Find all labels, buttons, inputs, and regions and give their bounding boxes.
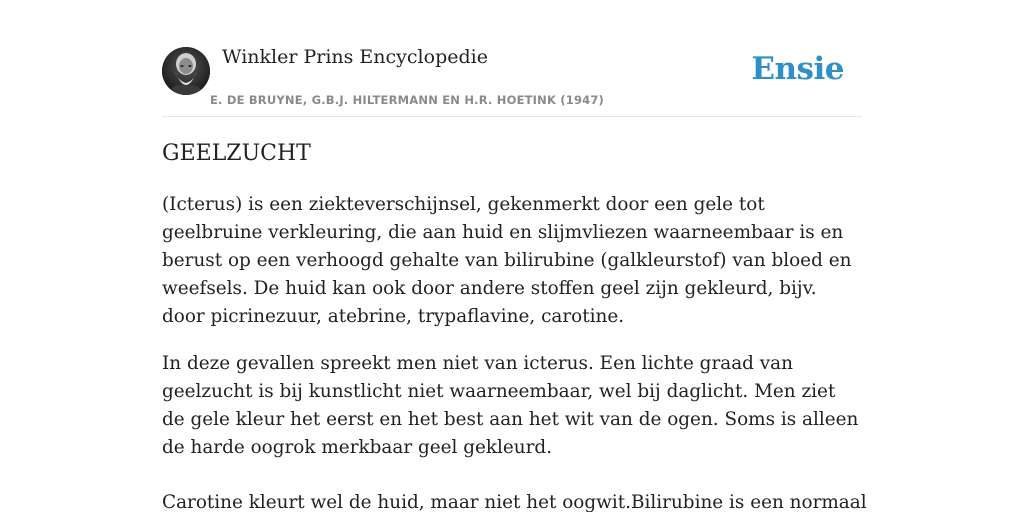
brand-logo[interactable]: Ensie [751, 51, 844, 87]
author-portrait-icon [162, 47, 210, 95]
author-avatar [162, 47, 210, 95]
article [162, 138, 867, 512]
source-authors: E. DE BRUYNE, G.B.J. HILTERMANN EN H.R. HOETINK (1947) [210, 93, 605, 107]
article-paragraph: Carotine kleurt wel de huid, maar niet het oogwit.Bilirubine is een normaal [162, 492, 867, 512]
source-title[interactable]: Winkler Prins Encyclopedie [222, 46, 488, 68]
article-title: GEELZUCHT [162, 141, 311, 166]
article-paragraph: (Icterus) is een ziekteverschijnsel, gekenmerkt door een gele tot geelbruine verkleuring, die aan huid en slijmvliezen waarneembaar is en berust op een verhoogd gehalte van bilirubine (galkleurstof) van bloed en weefsels. De huid kan ook door andere stoffen geel zijn gekleurd, bijv. door picrinezuur, atebrine, trypaflavine, carotine. [162, 194, 852, 327]
article-paragraph: In deze gevallen spreekt men niet van icterus. Een lichte graad van geelzucht is bij kunstlicht niet waarneembaar, wel bij daglicht. Men ziet de gele kleur het eerst en het best aan het wit van de ogen. Soms is alleen de harde oogrok merkbaar geel gekleurd. [162, 353, 859, 458]
source-header [162, 46, 862, 117]
